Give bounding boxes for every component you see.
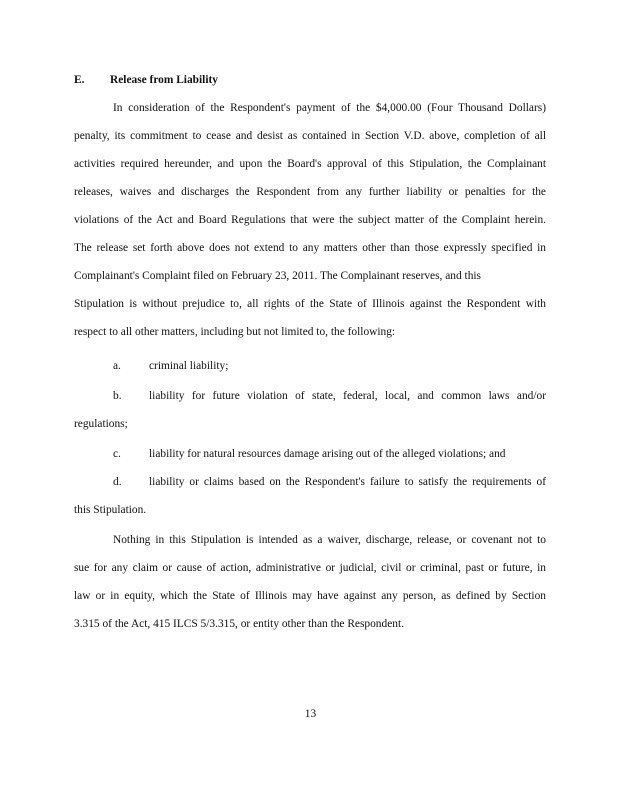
paragraph-line: law or in equity, which the State of Illinois may have against any person, as defined by Section [74, 590, 546, 602]
list-item-letter: d. [113, 476, 122, 488]
paragraph-line: Complainant's Complaint filed on February 23, 2011. The Complainant reserves, and this [74, 270, 481, 282]
paragraph-line: Stipulation is without prejudice to, all rights of the State of Illinois against the Respondent with [74, 298, 546, 310]
list-item-continuation: this Stipulation. [74, 504, 147, 516]
paragraph-line: Nothing in this Stipulation is intended as a waiver, discharge, release, or covenant not to [113, 534, 546, 546]
section-number: E. [74, 74, 85, 86]
paragraph-line: penalty, its commitment to cease and desist as contained in Section V.D. above, completion of all [74, 130, 546, 142]
list-item [0, 359, 547, 373]
paragraph-line: sue for any claim or cause of action, administrative or judicial, civil or criminal, past or future, in [74, 562, 546, 574]
list-item-letter: b. [113, 390, 122, 402]
list-item-continuation: regulations; [74, 418, 128, 430]
list-item-letter: c. [113, 448, 121, 460]
paragraph-line: The release set forth above does not extend to any matters other than those expressly specified in [74, 242, 546, 254]
list-item [0, 475, 547, 489]
paragraph-line: releases, waives and discharges the Respondent from any further liability or penalties for the [74, 186, 546, 198]
list-item [0, 447, 547, 461]
section-title: Release from Liability [110, 74, 218, 86]
list-item-text: liability for future violation of state, federal, local, and common laws and/or [149, 390, 546, 402]
paragraph-line: activities required hereunder, and upon the Board's approval of this Stipulation, the Complainant [74, 158, 546, 170]
paragraph-line: 3.315 of the Act, 415 ILCS 5/3.315, or entity other than the Respondent. [74, 618, 404, 630]
list-item-letter: a. [113, 360, 121, 372]
list-item-text: criminal liability; [149, 360, 229, 372]
list-item-text: liability or claims based on the Respondent's failure to satisfy the requirements of [149, 476, 546, 488]
paragraph-line: respect to all other matters, including but not limited to, the following: [74, 326, 396, 338]
list-item [0, 389, 547, 403]
paragraph-line: In consideration of the Respondent's payment of the $4,000.00 (Four Thousand Dollars) [113, 102, 546, 114]
list-item-text: liability for natural resources damage arising out of the alleged violations; and [149, 448, 506, 460]
page-number: 13 [304, 708, 317, 720]
paragraph-line: violations of the Act and Board Regulations that were the subject matter of the Complaint herein. [74, 214, 546, 226]
